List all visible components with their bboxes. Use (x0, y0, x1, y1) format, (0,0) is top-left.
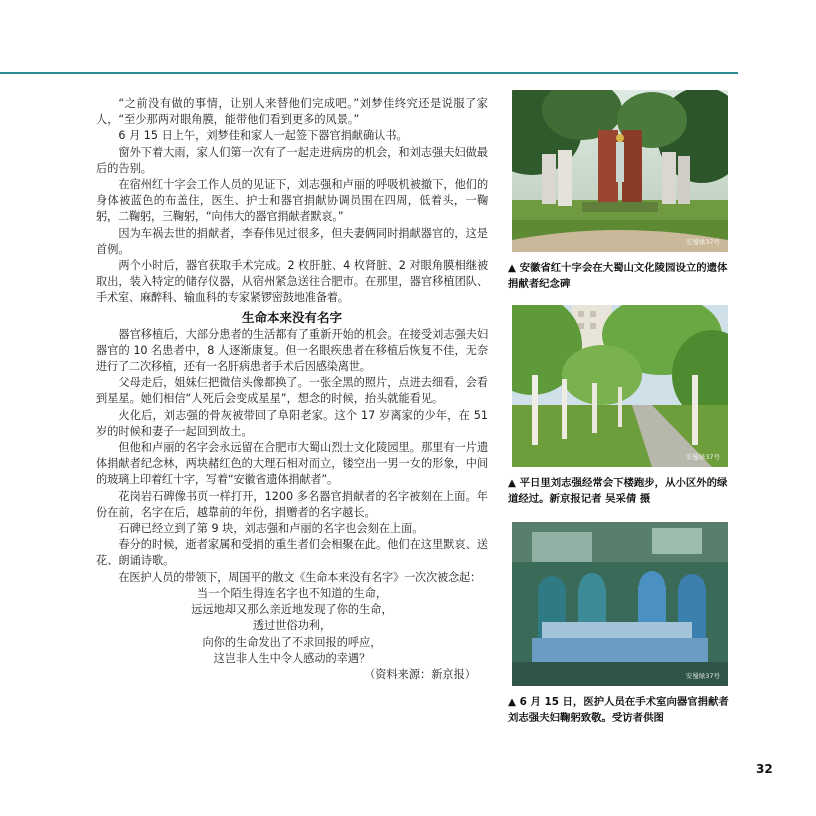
page-number: 32 (756, 762, 773, 776)
paragraph: 火化后，刘志强的骨灰被带回了阜阳老家。这个 17 岁离家的少年，在 51 岁的时候和妻子一起回到故土。 (96, 408, 488, 438)
poem-quote (96, 586, 488, 667)
paragraph: 因为车祸去世的捐献者，李春伟见过很多，但夫妻俩同时捐献器官的，这是首例。 (96, 226, 488, 256)
article-body (96, 96, 488, 683)
photo-caption: ▲ 平日里刘志强经常会下楼跑步，从小区外的绿道经过。新京报记者 吴采倩 摄 (508, 477, 728, 505)
poem-line: 当一个陌生得连名字也不知道的生命， (196, 586, 388, 600)
paragraph: 但他和卢丽的名字会永远留在合肥市大蜀山烈士文化陵园里。那里有一片遗体捐献者纪念林，两块赭红色的大理石相对而立，镂空出一男一女的形象，中间的玻璃上印着红十字，写着“安徽省遗体捐献者”。 (96, 441, 488, 487)
header-rule (0, 72, 738, 74)
photo-memorial-monument (512, 90, 728, 252)
paragraph: 春分的时候，逝者家属和受捐的重生者们会相聚在此。他们在这里默哀、送花、朗诵诗歌。 (96, 538, 488, 568)
poem-line: 透过世俗功利， (252, 619, 332, 633)
poem-line: 这岂非人生中令人感动的幸遇？ (213, 651, 371, 665)
paragraph: 器官移植后，大部分患者的生活都有了重新开始的机会。在接受刘志强夫妇器官的 10 名患者中，8 人逐渐康复。但一名眼疾患者在移植后恢复不佳，无奈进行了二次移植，还有一名肝病患者手术后因感染离世。 (96, 327, 488, 374)
photo-caption: ▲ 安徽省红十字会在大蜀山文化陵园设立的遗体捐献者纪念碑 (508, 262, 728, 290)
paragraph: 两个小时后，器官获取手术完成。2 枚肝脏、4 枚肾脏、2 对眼角膜相继被取出，装入特定的储存仪器，从宿州紧急送往合肥市。在那里，器官移植团队、手术室、麻醉科、输血科的专家紧锣密鼓地准备着。 (96, 259, 488, 305)
watermark-label: 安蜀绿37号 (685, 238, 720, 246)
poem-line: 向你的生命发出了不求回报的呼应， (202, 635, 382, 649)
paragraph: 父母走后，姐妹仨把微信头像都换了。一张全黑的照片，点进去细看，会看到星星。她们相信“人死后会变成星星”，想念的时候，抬头就能看见。 (96, 376, 488, 406)
paragraph: 在医护人员的带领下，周国平的散文《生命本来没有名字》一次次被念起： (118, 570, 481, 584)
watermark-label: 安蜀绿37号 (685, 453, 720, 461)
photo-operating-room (512, 522, 728, 686)
watermark-label: 安蜀绿37号 (685, 672, 720, 680)
paragraph: 花岗岩石碑像书页一样打开，1200 多名器官捐献者的名字被刻在上面。年份在前，名字在后，越靠前的年份，捐赠者的名字越长。 (96, 489, 488, 519)
paragraph: 石碑已经立到了第 9 块，刘志强和卢丽的名字也会刻在上面。 (118, 522, 424, 536)
photo-caption: ▲ 6 月 15 日，医护人员在手术室向器官捐献者刘志强夫妇鞠躬致敬。受访者供图 (508, 696, 729, 724)
section-heading: 生命本来没有名字 (241, 309, 342, 325)
source-credit: （资料来源：新京报） (364, 667, 476, 681)
paragraph: “之前没有做的事情，让别人来替他们完成吧。”刘梦佳终究还是说服了家人，“至少那两对眼角膜，能带他们看到更多的风景。” (96, 97, 488, 127)
paragraph: 在宿州红十字会工作人员的见证下，刘志强和卢丽的呼吸机被撤下，他们的身体被蓝色的布盖住，医生、护士和器官捐献协调员围在四周，低着头，一鞠躬，二鞠躬，三鞠躬，“向伟大的器官捐献者默哀。” (96, 178, 488, 224)
poem-line: 远远地却又那么亲近地发现了你的生命， (191, 603, 393, 617)
paragraph: 窗外下着大雨，家人们第一次有了一起走进病房的机会，和刘志强夫妇做最后的告别。 (96, 145, 488, 175)
paragraph: 6 月 15 日上午，刘梦佳和家人一起签下器官捐献确认书。 (118, 129, 408, 143)
photo-greenway (512, 305, 728, 467)
